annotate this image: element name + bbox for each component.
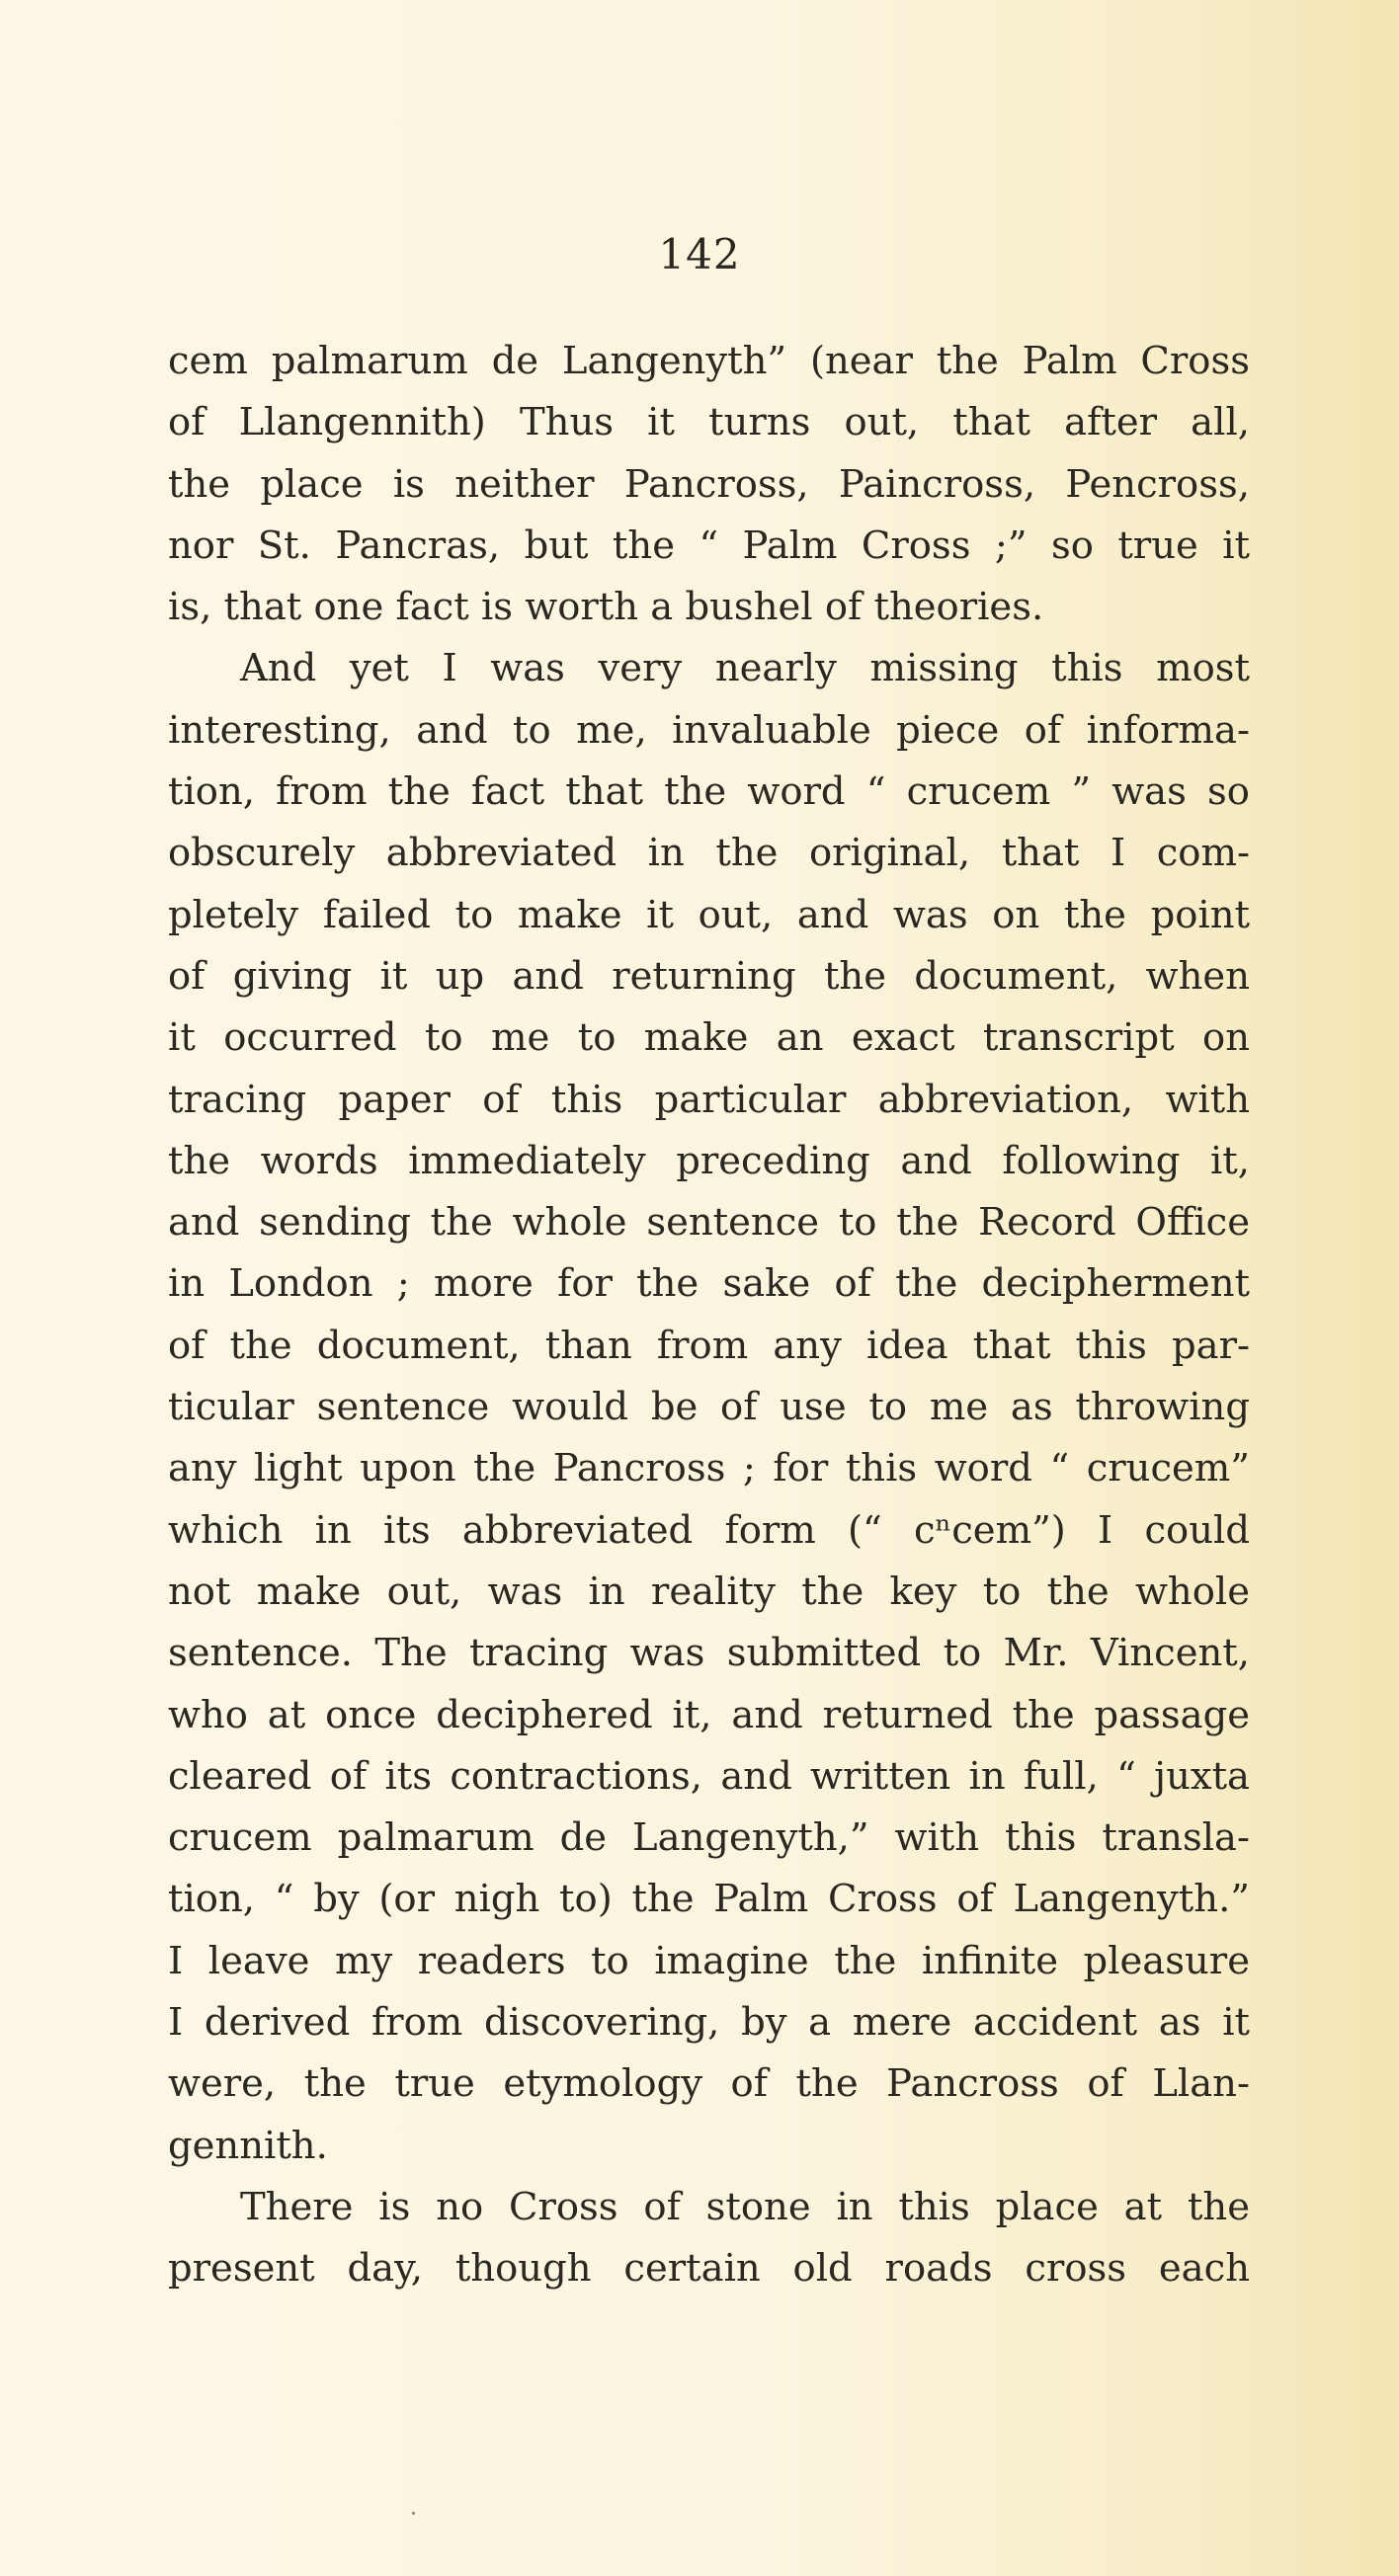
- text-line: any light upon the Pancross ; for this word “ crucem”: [168, 1446, 1250, 1491]
- text-line: tracing paper of this particular abbreviation, with: [168, 1077, 1250, 1122]
- text-line: I leave my readers to imagine the infinite pleasure: [168, 1938, 1250, 1983]
- text-line: ticular sentence would be of use to me as throwing: [168, 1385, 1250, 1430]
- text-line: which in its abbreviated form (“ cⁿcem”) I could: [168, 1507, 1250, 1553]
- paper-speck: [412, 2512, 415, 2515]
- text-line: not make out, was in reality the key to the whole: [168, 1569, 1250, 1614]
- text-line: nor St. Pancras, but the “ Palm Cross ;” so true it: [168, 523, 1250, 568]
- page-number: 142: [658, 230, 741, 279]
- text-line: the words immediately preceding and following it,: [168, 1138, 1250, 1183]
- body-text: [168, 331, 1250, 2300]
- text-line: and sending the whole sentence to the Record Office: [168, 1200, 1250, 1246]
- text-line: obscurely abbreviated in the original, that I com-: [168, 831, 1250, 876]
- text-line: of giving it up and returning the document, when: [168, 953, 1250, 999]
- text-line: it occurred to me to make an exact transcript on: [168, 1015, 1250, 1061]
- text-line: in London ; more for the sake of the decipherment: [168, 1261, 1250, 1307]
- text-line: interesting, and to me, invaluable piece of informa-: [168, 707, 1250, 753]
- paragraph-start-line: There is no Cross of stone in this place at the: [240, 2184, 1250, 2229]
- paragraph-end-line: is, that one fact is worth a bushel of theories.: [168, 585, 1044, 630]
- text-line: pletely failed to make it out, and was on the point: [168, 892, 1250, 937]
- text-line: crucem palmarum de Langenyth,” with this transla-: [168, 1815, 1250, 1861]
- text-line: cleared of its contractions, and written in full, “ juxta: [168, 1753, 1250, 1799]
- text-line: sentence. The tracing was submitted to Mr. Vincent,: [168, 1631, 1250, 1676]
- text-line: of Llangennith) Thus it turns out, that after all,: [168, 400, 1250, 445]
- text-line: present day, though certain old roads cross each: [168, 2246, 1250, 2292]
- text-line: the place is neither Pancross, Paincross, Pencross,: [168, 461, 1250, 507]
- text-line: cem palmarum de Langenyth” (near the Palm Cross: [168, 339, 1250, 383]
- paragraph-start-line: And yet I was very nearly missing this most: [240, 646, 1250, 691]
- text-line: tion, “ by (or nigh to) the Palm Cross of Langenyth.”: [168, 1877, 1250, 1922]
- text-line: I derived from discovering, by a mere accident as it: [168, 2000, 1250, 2046]
- text-line: were, the true etymology of the Pancross of Llan-: [168, 2061, 1250, 2107]
- text-line: who at once deciphered it, and returned the passage: [168, 1692, 1250, 1737]
- text-line: tion, from the fact that the word “ crucem ” was so: [168, 769, 1250, 815]
- text-line: of the document, than from any idea that this par-: [168, 1323, 1250, 1368]
- paragraph-end-line: gennith.: [168, 2123, 328, 2168]
